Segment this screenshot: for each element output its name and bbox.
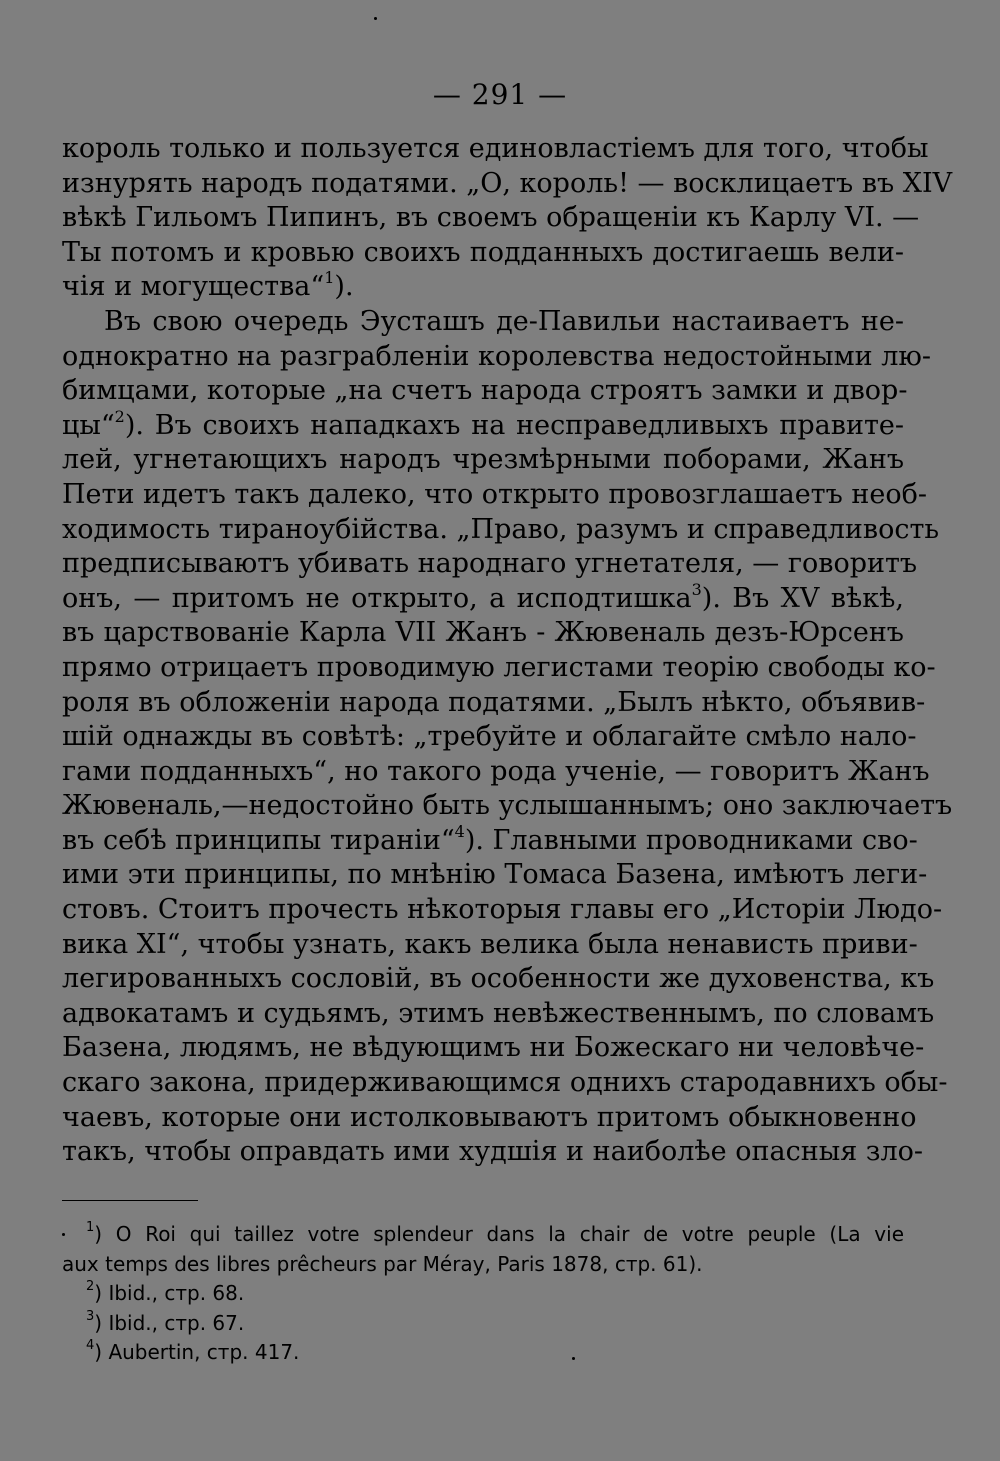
- text-line: [62, 167, 953, 202]
- text-line: [62, 443, 904, 478]
- footnote-line: [62, 1309, 904, 1339]
- footnote-number: 3: [86, 1308, 95, 1324]
- text-line: [62, 651, 936, 686]
- text-line: [62, 686, 926, 721]
- text-line-content: Ты потомъ и кровью своихъ подданныхъ достигаешь вели-: [62, 236, 904, 268]
- text-line: [62, 858, 928, 893]
- footnote-number: 1: [86, 1220, 95, 1236]
- text-line-content: лей, угнетающихъ народъ чрезмѣрными поборами, Жанъ: [62, 444, 904, 476]
- text-line-continuation: ).: [334, 271, 354, 303]
- text-line-content: король только и пользуется единовластіемъ для того, чтобы: [62, 133, 929, 164]
- text-line: [62, 201, 920, 236]
- text-line: [62, 478, 927, 513]
- text-line: [62, 305, 904, 340]
- text-line: [62, 789, 953, 824]
- text-line-content: цы“: [62, 409, 115, 441]
- footnote-marker: 2: [114, 406, 125, 426]
- text-line: [62, 755, 930, 790]
- footnote-number: 4: [86, 1338, 95, 1354]
- text-line: [62, 893, 943, 928]
- text-line-content: вѣкѣ Гильомъ Пипинъ, въ своемъ обращеніи къ Карлу VI. —: [62, 202, 920, 234]
- text-line: [62, 928, 918, 963]
- text-line: [62, 547, 918, 582]
- main-text: [62, 132, 953, 1170]
- footnote-text: ) Ibid., стр. 67.: [94, 1310, 245, 1335]
- footnote-text: ) Ibid., стр. 68.: [94, 1281, 245, 1305]
- text-line: [62, 579, 905, 617]
- print-speck: [572, 1357, 575, 1360]
- text-line-content: предписываютъ убивать народнаго угнетателя, — говоритъ: [62, 548, 918, 580]
- text-line: [62, 236, 904, 271]
- page-number: — 291 —: [432, 78, 568, 111]
- text-line: [62, 821, 918, 859]
- text-line: [62, 962, 935, 997]
- text-line: [62, 270, 904, 305]
- text-line-continuation: ). Въ своихъ нападкахъ на несправедливыхъ правите-: [124, 409, 904, 441]
- footnote-text: ) Aubertin, стр. 417.: [94, 1340, 300, 1364]
- footnote-marker: 1: [324, 268, 335, 288]
- text-line: [62, 513, 940, 548]
- text-line-content: адвокатамъ и судьямъ, этимъ невѣжественнымъ, по словамъ: [62, 997, 935, 1029]
- text-line-content: скаго закона, придерживающимся однихъ стародавнихъ обы-: [62, 1067, 948, 1099]
- text-line-content: онъ, — притомъ не открыто, а исподтишка: [62, 582, 692, 614]
- text-line: [62, 1066, 948, 1101]
- footnote-line: [62, 1338, 904, 1368]
- text-line-content: чаевъ, которые они истолковываютъ притомъ обыкновенно: [62, 1101, 917, 1133]
- footnote-number: 2: [86, 1279, 95, 1295]
- text-line-content: однократно на разграбленіи королевства недостойными лю-: [62, 340, 932, 372]
- footnote-separator: [62, 1200, 198, 1201]
- print-speck: [374, 17, 377, 20]
- text-line-content: легированныхъ сословій, въ особенности же духовенства, къ: [62, 963, 935, 995]
- footnotes: [62, 1220, 904, 1368]
- text-line-content: ходимость тираноубійства. „Право, разумъ и справедливость: [62, 513, 940, 545]
- text-line-content: Пети идетъ такъ далеко, что открыто провозглашаетъ необ-: [62, 478, 927, 510]
- text-line-content: такъ, чтобы оправдать ими худшія и наиболѣе опасныя зло-: [62, 1136, 924, 1168]
- footnote-text: ) O Roi qui taillez votre splendeur dans la chair de votre peuple (La vie: [94, 1222, 904, 1246]
- text-line-content: бимцами, которые „на счетъ народа строятъ замки и двор-: [62, 375, 908, 407]
- text-line-content: ими эти принципы, по мнѣнію Томаса Базена, имѣютъ леги-: [62, 859, 928, 891]
- text-line-content: въ царствованіе Карла VII Жанъ - Жювеналь дезъ-Юрсенъ: [62, 617, 904, 649]
- footnote-marker: 3: [691, 579, 702, 599]
- text-line: [62, 616, 904, 651]
- text-line: [62, 1101, 917, 1136]
- footnote-text: aux temps des libres prêcheurs par Méray, Paris 1878, стр. 61).: [62, 1251, 703, 1276]
- text-line-content: изнурять народъ податями. „О, король! — восклицаетъ въ XIV: [62, 167, 953, 199]
- text-line: [62, 374, 908, 409]
- text-line-content: стовъ. Стоитъ прочесть нѣкоторыя главы его „Исторіи Людо-: [62, 894, 943, 926]
- footnote-marker: 4: [454, 821, 465, 841]
- text-line-content: роля въ обложеніи народа податями. „Былъ нѣкто, объявив-: [62, 686, 926, 718]
- text-line: [62, 340, 932, 375]
- text-line: [62, 1135, 924, 1170]
- footnote-line: [62, 1220, 904, 1250]
- text-line: [62, 132, 929, 167]
- text-line: [62, 1031, 925, 1066]
- text-line-content: Въ свою очередь Эусташъ де-Павильи настаиваетъ не-: [104, 305, 904, 337]
- text-line: [62, 406, 904, 444]
- text-line: [62, 720, 917, 755]
- text-line-content: гами подданныхъ“, но такого рода ученіе, — говоритъ Жанъ: [62, 755, 930, 787]
- text-line-content: вика XI“, чтобы узнать, какъ велика была ненависть приви-: [62, 928, 918, 960]
- text-line-content: чія и могущества“: [62, 271, 325, 303]
- print-speck: [62, 1233, 65, 1236]
- text-line-continuation: ). Въ XV вѣкѣ,: [701, 582, 905, 614]
- text-line-content: Базена, людямъ, не вѣдующимъ ни Божескаго ни человѣче-: [62, 1032, 925, 1064]
- footnote-line: [62, 1250, 904, 1280]
- text-line: [62, 997, 935, 1032]
- text-line-content: прямо отрицаетъ проводимую легистами теорію свободы ко-: [62, 651, 936, 683]
- text-line-content: шій однажды въ совѣтѣ: „требуйте и облагайте смѣло нало-: [62, 721, 917, 753]
- text-line-content: въ себѣ принципы тираніи“: [62, 824, 455, 856]
- text-line-content: Жювеналь,—недостойно быть услышаннымъ; оно заключаетъ: [62, 790, 953, 822]
- footnote-line: [62, 1279, 904, 1309]
- text-line-continuation: ). Главными проводниками сво-: [464, 824, 918, 856]
